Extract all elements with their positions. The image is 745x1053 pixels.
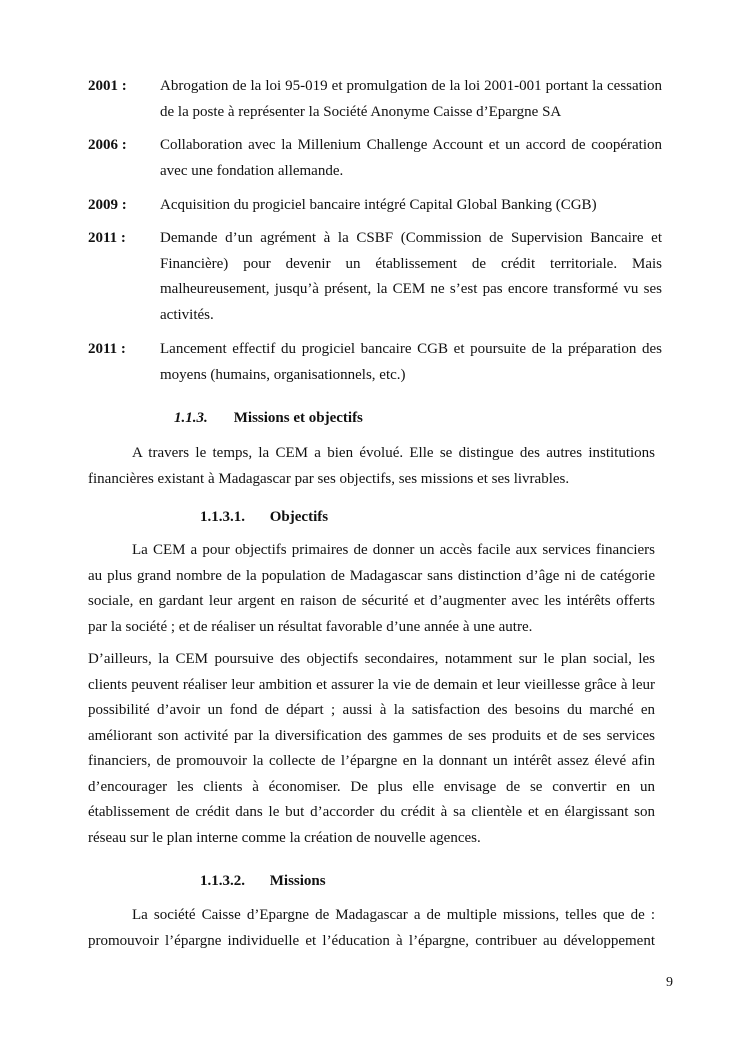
timeline-text: [160, 226, 662, 328]
page-number: 9: [666, 975, 673, 990]
text-line: Lancement effectif du progiciel bancaire CGB et poursuite de la préparation des: [160, 341, 662, 357]
text-line: établissement de crédit dans le but d’accorder du crédit à sa clientèle et en élargissant son: [88, 804, 655, 820]
timeline-text: [160, 193, 662, 219]
text-line: financières existant à Madagascar par ses objectifs, ses missions et ses livrables.: [88, 470, 570, 487]
text-line: améliorant son activité par la diversification des gammes de ses produits et de ses services: [88, 727, 655, 744]
subsection-heading: [200, 509, 328, 526]
paragraph: [88, 441, 655, 492]
text-line: au plus grand nombre de la population de Madagascar sans distinction d’âge ni de catégorie: [88, 567, 655, 584]
section-number: 1.1.3.2.: [200, 873, 245, 889]
section-number: 1.1.3.1.: [200, 509, 245, 525]
section-heading: [174, 410, 363, 427]
text-line: clients peuvent réaliser leur ambition et assurer la vie de demain et leur vieillesse grâce à leur: [88, 676, 655, 693]
section-title: Missions: [269, 873, 326, 889]
timeline-year: 2011 :: [88, 341, 126, 357]
text-line: Collaboration avec la Millenium Challenge Account et un accord de coopération: [160, 137, 662, 153]
text-line: Demande d’un agrément à la CSBF (Commission de Supervision Bancaire et: [160, 230, 662, 246]
subsection-heading: [200, 873, 326, 890]
section-title: Objectifs: [269, 509, 329, 525]
text-line: activités.: [160, 306, 214, 323]
section-number: 1.1.3.: [174, 410, 208, 426]
text-line: La société Caisse d’Epargne de Madagascar a de multiple missions, telles que de :: [132, 907, 655, 923]
text-line: Acquisition du progiciel bancaire intégré Capital Global Banking (CGB): [160, 197, 597, 213]
text-line: financiers, de promouvoir la collecte de l’épargne en la donnant un intérêt assez élevé afin: [88, 753, 655, 769]
paragraph: [88, 903, 655, 954]
text-line: moyens (humains, organisationnels, etc.): [160, 366, 406, 383]
text-line: malheureusement, jusqu’à présent, la CEM ne s’est pas encore transformé vu ses: [160, 281, 662, 297]
timeline-year: 2001 :: [88, 78, 127, 94]
timeline-text: [160, 337, 662, 388]
text-line: possibilité d’avoir un fond de départ ; aussi à la satisfaction des besoins du marché en: [88, 702, 655, 718]
timeline-year: 2009 :: [88, 197, 127, 213]
text-line: A travers le temps, la CEM a bien évolué. Elle se distingue des autres institutions: [132, 445, 655, 461]
paragraph: [88, 647, 655, 851]
section-title: Missions et objectifs: [233, 410, 363, 426]
text-line: d’encourager les clients à économiser. De plus elle envisage de se convertir en un: [88, 778, 655, 795]
timeline-year: 2011 :: [88, 230, 126, 246]
paragraph: [88, 538, 655, 640]
text-line: D’ailleurs, la CEM poursuive des objectifs secondaires, notamment sur le plan social, les: [88, 651, 655, 667]
text-line: sociale, en gardant leur argent en raison de sécurité et d’augmenter avec les intérêts offerts: [88, 593, 655, 609]
text-line: Abrogation de la loi 95-019 et promulgation de la loi 2001-001 portant la cessation: [160, 78, 662, 94]
text-line: promouvoir l’épargne individuelle et l’éducation à l’épargne, contribuer au développement: [88, 932, 655, 949]
timeline-text: [160, 74, 662, 125]
text-line: réseau sur le plan interne comme la création de nouvelle agences.: [88, 829, 481, 846]
timeline-text: [160, 133, 662, 184]
text-line: avec une fondation allemande.: [160, 162, 344, 179]
timeline-year: 2006 :: [88, 137, 127, 153]
text-line: par la société ; et de réaliser un résultat favorable d’une année à une autre.: [88, 618, 533, 635]
text-line: de la poste à représenter la Société Anonyme Caisse d’Epargne SA: [160, 103, 562, 120]
text-line: Financière) pour devenir un établissement de crédit territoriale. Mais: [160, 255, 662, 272]
text-line: La CEM a pour objectifs primaires de donner un accès facile aux services financiers: [132, 542, 655, 558]
